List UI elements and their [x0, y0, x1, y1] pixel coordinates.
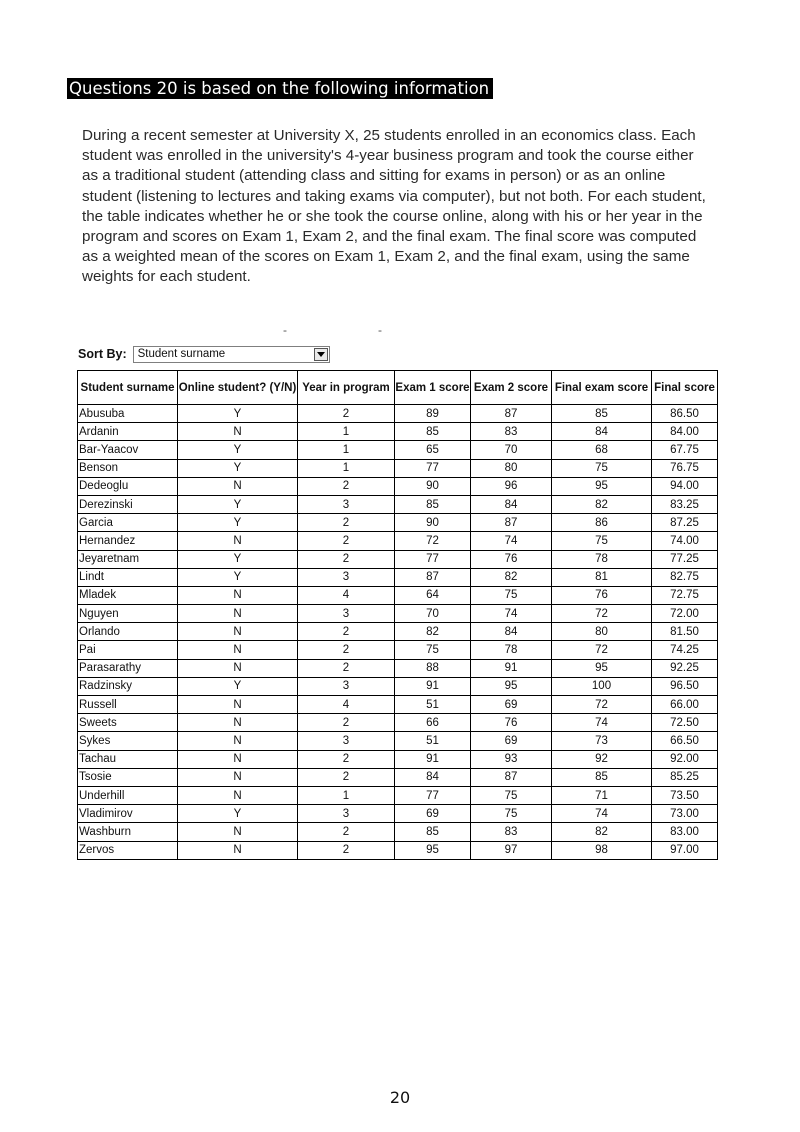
- table-row: [78, 805, 718, 823]
- table-cell: 97.00: [652, 841, 718, 859]
- table-cell: 77: [395, 550, 471, 568]
- table-cell: N: [178, 823, 298, 841]
- table-cell: N: [178, 768, 298, 786]
- student-surname-cell: Nguyen: [78, 605, 178, 623]
- table-row: [78, 786, 718, 804]
- table-row: [78, 550, 718, 568]
- column-header[interactable]: Final score: [652, 371, 718, 405]
- student-surname-cell: Radzinsky: [78, 677, 178, 695]
- table-body: [78, 405, 718, 860]
- table-row: [78, 696, 718, 714]
- student-surname-cell: Ardanin: [78, 423, 178, 441]
- table-cell: 84: [471, 623, 552, 641]
- table-cell: 64: [395, 586, 471, 604]
- table-cell: 100: [552, 677, 652, 695]
- column-header[interactable]: Exam 2 score: [471, 371, 552, 405]
- table-cell: 1: [298, 786, 395, 804]
- table-cell: 74.25: [652, 641, 718, 659]
- table-row: [78, 823, 718, 841]
- student-surname-cell: Bar-Yaacov: [78, 441, 178, 459]
- table-cell: 83: [471, 423, 552, 441]
- table-cell: 4: [298, 586, 395, 604]
- table-row: [78, 641, 718, 659]
- table-cell: 98: [552, 841, 652, 859]
- table-cell: 67.75: [652, 441, 718, 459]
- table-cell: 84.00: [652, 423, 718, 441]
- table-cell: 2: [298, 641, 395, 659]
- table-cell: 85: [552, 768, 652, 786]
- table-cell: 96.50: [652, 677, 718, 695]
- table-row: [78, 586, 718, 604]
- table-row: [78, 495, 718, 513]
- table-cell: 77: [395, 786, 471, 804]
- column-header[interactable]: Year in program: [298, 371, 395, 405]
- student-surname-cell: Russell: [78, 696, 178, 714]
- table-cell: 1: [298, 459, 395, 477]
- table-cell: 95: [395, 841, 471, 859]
- table-cell: 73.00: [652, 805, 718, 823]
- table-cell: 77.25: [652, 550, 718, 568]
- table-row: [78, 459, 718, 477]
- table-cell: 76: [471, 550, 552, 568]
- table-cell: 87: [471, 768, 552, 786]
- table-cell: 84: [395, 768, 471, 786]
- table-header-row: [78, 371, 718, 405]
- table-cell: 70: [471, 441, 552, 459]
- table-cell: 1: [298, 441, 395, 459]
- table-cell: Y: [178, 441, 298, 459]
- column-header[interactable]: Student surname: [78, 371, 178, 405]
- divider-mark: -: [283, 323, 287, 337]
- table-row: [78, 750, 718, 768]
- student-surname-cell: Parasarathy: [78, 659, 178, 677]
- table-cell: N: [178, 423, 298, 441]
- table-cell: 84: [471, 495, 552, 513]
- table-cell: 83: [471, 823, 552, 841]
- student-surname-cell: Orlando: [78, 623, 178, 641]
- divider-mark: -: [378, 323, 382, 337]
- sort-selected-value: Student surname: [137, 348, 226, 360]
- table-cell: Y: [178, 677, 298, 695]
- table-cell: Y: [178, 568, 298, 586]
- table-cell: 85: [552, 405, 652, 423]
- table-cell: 85: [395, 423, 471, 441]
- student-surname-cell: Zervos: [78, 841, 178, 859]
- table-cell: 76: [552, 586, 652, 604]
- student-surname-cell: Dedeoglu: [78, 477, 178, 495]
- table-cell: 80: [471, 459, 552, 477]
- table-cell: 95: [552, 477, 652, 495]
- table-row: [78, 514, 718, 532]
- table-cell: Y: [178, 550, 298, 568]
- student-surname-cell: Pai: [78, 641, 178, 659]
- student-surname-cell: Lindt: [78, 568, 178, 586]
- table-cell: 73.50: [652, 786, 718, 804]
- table-cell: 72: [395, 532, 471, 550]
- table-cell: 78: [552, 550, 652, 568]
- student-surname-cell: Mladek: [78, 586, 178, 604]
- table-cell: 95: [552, 659, 652, 677]
- column-header[interactable]: Exam 1 score: [395, 371, 471, 405]
- table-cell: 82: [552, 495, 652, 513]
- table-cell: 75: [552, 459, 652, 477]
- student-surname-cell: Derezinski: [78, 495, 178, 513]
- table-cell: 72: [552, 696, 652, 714]
- table-row: [78, 623, 718, 641]
- table-cell: 2: [298, 405, 395, 423]
- section-header: Questions 20 is based on the following information: [67, 78, 493, 99]
- table-row: [78, 841, 718, 859]
- table-cell: N: [178, 586, 298, 604]
- table-cell: 2: [298, 623, 395, 641]
- table-cell: 76.75: [652, 459, 718, 477]
- table-cell: 3: [298, 677, 395, 695]
- table-cell: 69: [395, 805, 471, 823]
- table-cell: 74: [552, 805, 652, 823]
- table-cell: 2: [298, 477, 395, 495]
- table-row: [78, 677, 718, 695]
- table-cell: 2: [298, 532, 395, 550]
- table-cell: 3: [298, 605, 395, 623]
- table-row: [78, 659, 718, 677]
- table-cell: 76: [471, 714, 552, 732]
- table-cell: N: [178, 841, 298, 859]
- table-cell: Y: [178, 495, 298, 513]
- student-surname-cell: Benson: [78, 459, 178, 477]
- table-cell: 96: [471, 477, 552, 495]
- student-surname-cell: Jeyaretnam: [78, 550, 178, 568]
- table-cell: 83.25: [652, 495, 718, 513]
- column-header[interactable]: Final exam score: [552, 371, 652, 405]
- table-cell: Y: [178, 459, 298, 477]
- table-cell: 85.25: [652, 768, 718, 786]
- table-cell: N: [178, 623, 298, 641]
- table-cell: 75: [395, 641, 471, 659]
- table-cell: 4: [298, 696, 395, 714]
- table-cell: 2: [298, 659, 395, 677]
- table-cell: 74: [471, 532, 552, 550]
- table-cell: 2: [298, 823, 395, 841]
- table-row: [78, 768, 718, 786]
- table-cell: 2: [298, 714, 395, 732]
- table-cell: 69: [471, 732, 552, 750]
- student-surname-cell: Tsosie: [78, 768, 178, 786]
- table-cell: 85: [395, 823, 471, 841]
- table-cell: N: [178, 659, 298, 677]
- student-surname-cell: Garcia: [78, 514, 178, 532]
- table-cell: 92.25: [652, 659, 718, 677]
- table-row: [78, 423, 718, 441]
- table-cell: 91: [471, 659, 552, 677]
- table-cell: 91: [395, 750, 471, 768]
- table-cell: 87.25: [652, 514, 718, 532]
- table-cell: 72: [552, 605, 652, 623]
- student-surname-cell: Washburn: [78, 823, 178, 841]
- table-cell: 86.50: [652, 405, 718, 423]
- table-cell: 77: [395, 459, 471, 477]
- table-cell: 72.00: [652, 605, 718, 623]
- sort-label: Sort By:: [78, 347, 127, 361]
- chevron-down-icon[interactable]: [314, 348, 328, 361]
- table-cell: 88: [395, 659, 471, 677]
- table-cell: 2: [298, 841, 395, 859]
- table-row: [78, 714, 718, 732]
- table-cell: N: [178, 786, 298, 804]
- table-row: [78, 441, 718, 459]
- table-cell: 87: [471, 405, 552, 423]
- table-cell: 72.50: [652, 714, 718, 732]
- table-cell: 69: [471, 696, 552, 714]
- table-cell: 78: [471, 641, 552, 659]
- table-row: [78, 477, 718, 495]
- table-cell: N: [178, 605, 298, 623]
- table-cell: 74.00: [652, 532, 718, 550]
- table-row: [78, 568, 718, 586]
- table-cell: 81: [552, 568, 652, 586]
- table-cell: 72.75: [652, 586, 718, 604]
- table-cell: 87: [471, 514, 552, 532]
- table-cell: 2: [298, 768, 395, 786]
- table-cell: 82.75: [652, 568, 718, 586]
- table-cell: 93: [471, 750, 552, 768]
- table-row: [78, 732, 718, 750]
- table-cell: 3: [298, 732, 395, 750]
- table-row: [78, 605, 718, 623]
- table-cell: Y: [178, 805, 298, 823]
- table-cell: 71: [552, 786, 652, 804]
- table-cell: 82: [471, 568, 552, 586]
- column-header[interactable]: Online student? (Y/N): [178, 371, 298, 405]
- student-surname-cell: Abusuba: [78, 405, 178, 423]
- table-cell: 92: [552, 750, 652, 768]
- table-cell: 84: [552, 423, 652, 441]
- student-scores-table: [77, 370, 718, 860]
- table-cell: 81.50: [652, 623, 718, 641]
- table-cell: 73: [552, 732, 652, 750]
- table-cell: 97: [471, 841, 552, 859]
- table-cell: 89: [395, 405, 471, 423]
- table-cell: 65: [395, 441, 471, 459]
- table-cell: 2: [298, 550, 395, 568]
- table-cell: 91: [395, 677, 471, 695]
- table-cell: 86: [552, 514, 652, 532]
- table-cell: N: [178, 532, 298, 550]
- student-surname-cell: Underhill: [78, 786, 178, 804]
- table-cell: Y: [178, 514, 298, 532]
- table-cell: 3: [298, 568, 395, 586]
- table-cell: Y: [178, 405, 298, 423]
- table-row: [78, 405, 718, 423]
- table-cell: 51: [395, 732, 471, 750]
- table-cell: 2: [298, 514, 395, 532]
- table-cell: 90: [395, 514, 471, 532]
- table-cell: 68: [552, 441, 652, 459]
- table-cell: N: [178, 477, 298, 495]
- table-cell: 87: [395, 568, 471, 586]
- table-cell: 51: [395, 696, 471, 714]
- table-cell: 2: [298, 750, 395, 768]
- table-cell: 92.00: [652, 750, 718, 768]
- student-surname-cell: Sweets: [78, 714, 178, 732]
- table-cell: 75: [471, 786, 552, 804]
- table-cell: N: [178, 732, 298, 750]
- table-cell: N: [178, 750, 298, 768]
- table-cell: 75: [471, 586, 552, 604]
- table-cell: 82: [395, 623, 471, 641]
- table-cell: 66.50: [652, 732, 718, 750]
- table-cell: 80: [552, 623, 652, 641]
- student-surname-cell: Vladimirov: [78, 805, 178, 823]
- table-cell: 70: [395, 605, 471, 623]
- table-cell: N: [178, 714, 298, 732]
- table-cell: 1: [298, 423, 395, 441]
- table-cell: N: [178, 696, 298, 714]
- table-cell: 66.00: [652, 696, 718, 714]
- sort-control: [78, 345, 330, 363]
- student-surname-cell: Hernandez: [78, 532, 178, 550]
- table-cell: 75: [552, 532, 652, 550]
- table-cell: 95: [471, 677, 552, 695]
- table-cell: 3: [298, 495, 395, 513]
- table-cell: 83.00: [652, 823, 718, 841]
- table-row: [78, 532, 718, 550]
- sort-select[interactable]: [133, 346, 330, 363]
- intro-paragraph: During a recent semester at University X, 25 students enrolled in an economics class. Each student was enrolled in the university's 4-year business program and took the course either as a traditional student (attending class and sitting for exams in person) or as an online student (listening to lectures and taking exams via computer), but not both. For each student, the table indicates whether he or she took the course online, along with his or her year in the program and scores on Exam 1, Exam 2, and the final exam. The final score was computed as a weighted mean of the scores on Exam 1, Exam 2, and the final exam, using the same weights for each student.: [82, 127, 706, 286]
- table-cell: 72: [552, 641, 652, 659]
- table-cell: 90: [395, 477, 471, 495]
- table-cell: 3: [298, 805, 395, 823]
- student-surname-cell: Sykes: [78, 732, 178, 750]
- table-cell: N: [178, 641, 298, 659]
- table-cell: 66: [395, 714, 471, 732]
- table-cell: 75: [471, 805, 552, 823]
- table-cell: 82: [552, 823, 652, 841]
- table-cell: 85: [395, 495, 471, 513]
- student-surname-cell: Tachau: [78, 750, 178, 768]
- table-cell: 74: [471, 605, 552, 623]
- table-cell: 94.00: [652, 477, 718, 495]
- table-cell: 74: [552, 714, 652, 732]
- page-number: 20: [389, 1088, 411, 1107]
